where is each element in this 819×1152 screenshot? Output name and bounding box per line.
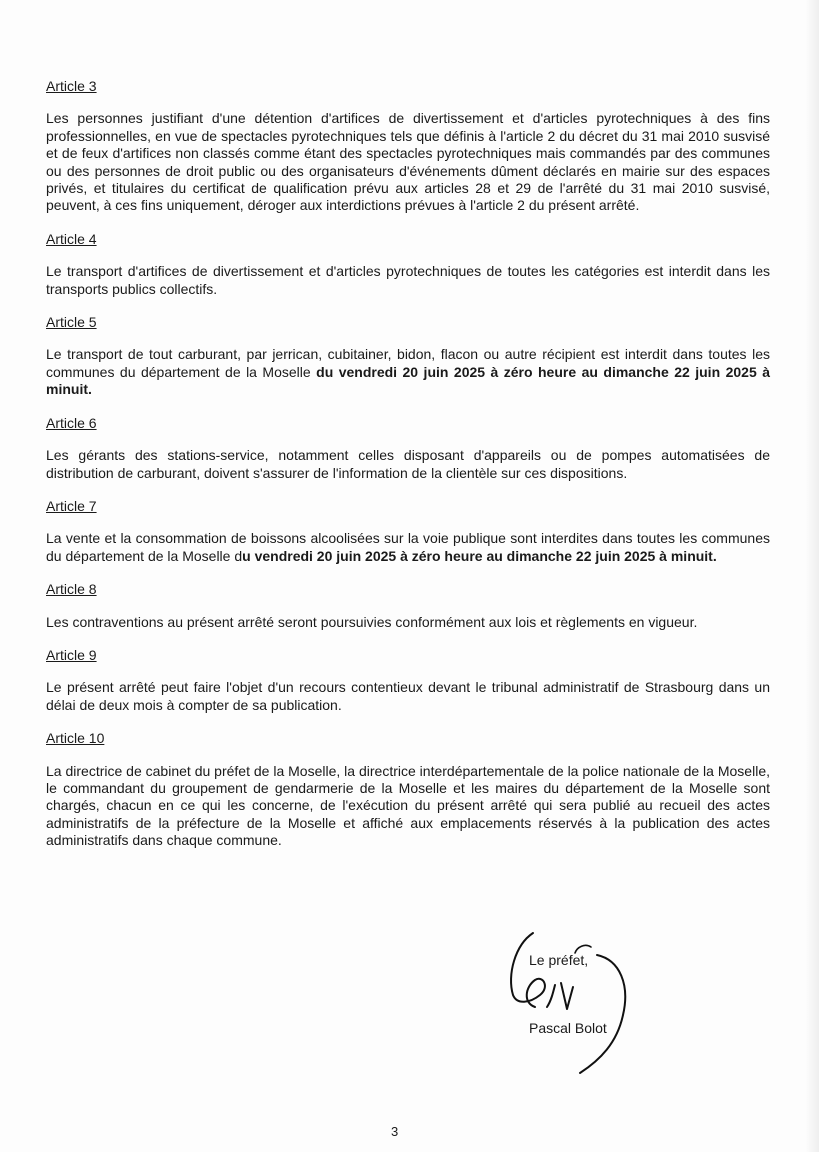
- article-3: [46, 78, 770, 215]
- article-9: [46, 647, 770, 714]
- article-text: Le transport d'artifices de divertissement et d'articles pyrotechniques de toutes les catégories est interdit dans les transports publics collectifs.: [46, 263, 770, 297]
- article-text: Le présent arrêté peut faire l'objet d'un recours contentieux devant le tribunal administratif de Strasbourg dans un délai de deux mois à compter de sa publication.: [46, 679, 770, 713]
- article-4: [46, 231, 770, 298]
- article-6: [46, 415, 770, 482]
- article-text: Les personnes justifiant d'une détention d'artifices de divertissement et d'articles pyrotechniques à des fins professionnelles, en vue de spectacles pyrotechniques tels que définis à l'article 2 du décret du 31 mai 2010 susvisé et de feux d'artifices non classés comme étant des spectacles pyrotechniques mais commandés par des communes ou des personnes de droit public ou des organisateurs d'événements dûment déclarés en mairie sur des espaces privés, et titulaires du certificat de qualification prévu aux articles 28 et 29 de l'arrêté du 31 mai 2010 susvisé, peuvent, à ces fins uniquement, déroger aux interdictions prévues à l'article 2 du présent arrêté.: [46, 110, 770, 214]
- signatory-name: Pascal Bolot: [529, 1020, 607, 1036]
- article-text: La directrice de cabinet du préfet de la Moselle, la directrice interdépartementale de la police nationale de la Moselle, le commandant du groupement de gendarmerie de la Moselle et les maires du département de la Moselle sont chargés, chacun en ce qui les concerne, de l'exécution du présent arrêté qui sera publié au recueil des actes administratifs de la préfecture de la Moselle et affiché aux emplacements réservés à la publication des actes administratifs dans chaque commune.: [46, 762, 770, 849]
- article-title: Article 5: [46, 314, 97, 331]
- document-body: [46, 78, 770, 850]
- article-title: Article 3: [46, 78, 97, 94]
- article-text: Les contraventions au présent arrêté seront poursuivies conformément aux lois et règlements en vigueur.: [46, 613, 698, 630]
- article-text: La vente et la consommation de boissons alcoolisées sur la voie publique sont interdites dans toutes les communes du département de la Moselle du vendredi 20 juin 2025 à zéro heure au dimanche 22 juin 2025 à minuit.: [46, 530, 770, 564]
- article-title: Article 9: [46, 646, 97, 663]
- article-text: Le transport de tout carburant, par jerrican, cubitainer, bidon, flacon ou autre récipient est interdit dans toutes les communes du département de la Moselle du vendredi 20 juin 2025 à zéro heure au dimanche 22 juin 2025 à minuit.: [46, 346, 770, 398]
- article-title: Article 7: [46, 497, 97, 514]
- handwritten-signature-icon: [505, 925, 645, 1075]
- article-text: Les gérants des stations-service, notamment celles disposant d'appareils ou de pompes automatisées de distribution de carburant, doivent s'assurer de l'information de la clientèle sur ces dispositions.: [46, 447, 770, 481]
- page-edge-shadow: [805, 0, 819, 1152]
- article-title: Article 8: [46, 581, 97, 598]
- article-title: Article 6: [46, 414, 97, 431]
- signatory-title: Le préfet,: [529, 952, 589, 968]
- article-7: [46, 498, 770, 565]
- article-title: Article 4: [46, 230, 97, 247]
- page-number: 3: [391, 1124, 399, 1139]
- signature-block: [505, 925, 645, 1075]
- article-10: [46, 730, 770, 849]
- article-5: [46, 314, 770, 399]
- article-8: [46, 581, 770, 631]
- date-range-bold: u vendredi 20 juin 2025 à zéro heure au dimanche 22 juin 2025 à minuit.: [242, 547, 717, 564]
- article-title: Article 10: [46, 730, 105, 747]
- date-range-bold: du vendredi 20 juin 2025 à zéro heure au dimanche 22 juin 2025 à minuit.: [46, 363, 770, 398]
